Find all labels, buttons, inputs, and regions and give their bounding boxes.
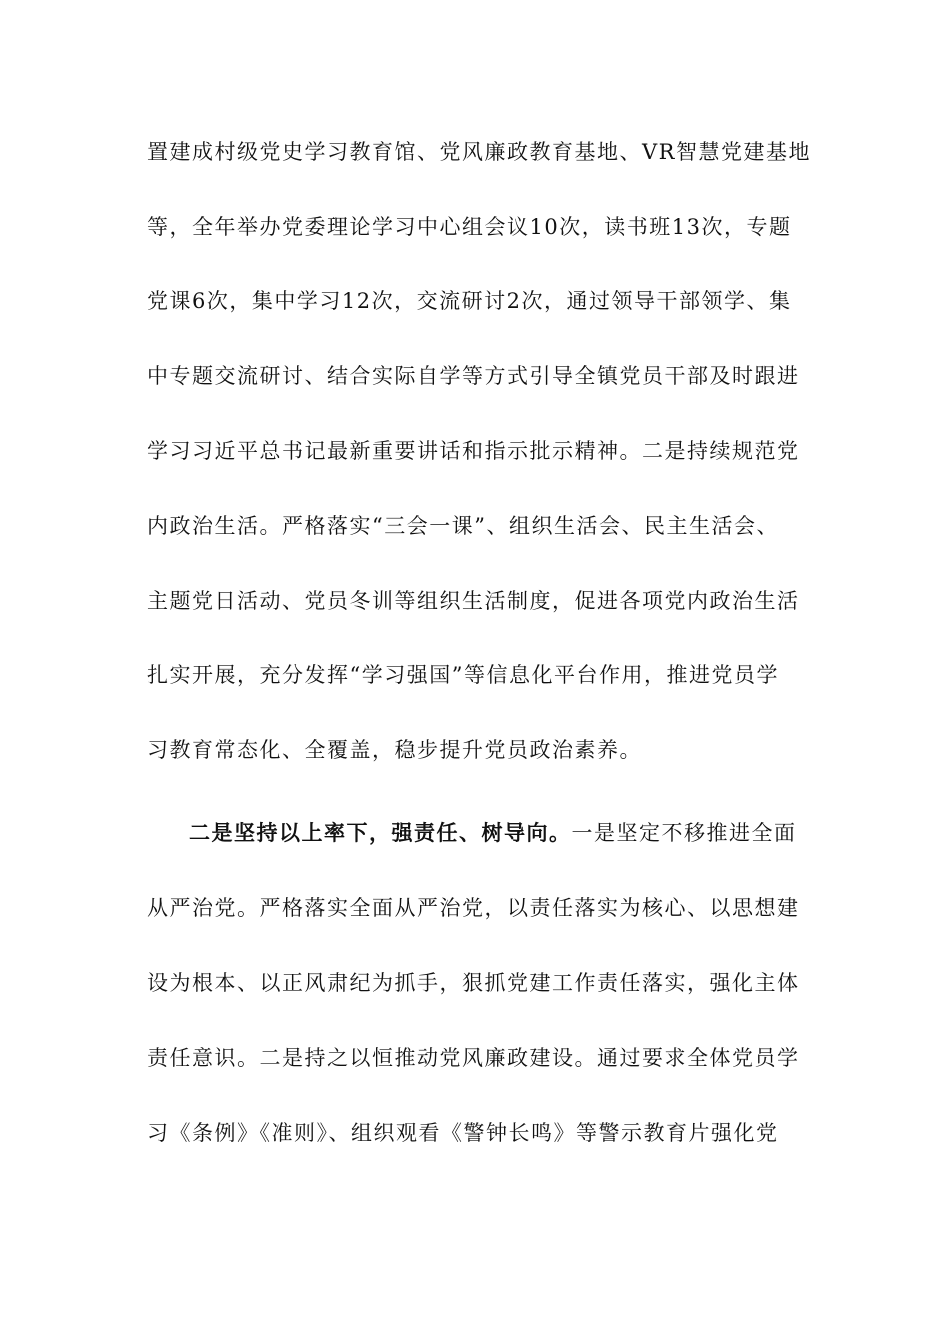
text-line: 中专题交流研讨、结合实际自学等方式引导全镇党员干部及时跟进 <box>147 364 800 388</box>
text-line: 主题党日活动、党员冬训等组织生活制度，促进各项党内政治生活 <box>147 589 800 613</box>
text-line: 学习习近平总书记最新重要讲话和指示批示精神。二是持续规范党 <box>147 439 800 463</box>
text-line: 党课6次，集中学习12次，交流研讨2次，通过领导干部领学、集 <box>147 289 792 313</box>
text-line: 等，全年举办党委理论学习中心组会议10次，读书班13次，专题 <box>147 215 792 239</box>
text-line: 置建成村级党史学习教育馆、党风廉政教育基地、VR智慧党建基地 <box>147 140 811 164</box>
text-line: 责任意识。二是持之以恒推动党风廉政建设。通过要求全体党员学 <box>147 1046 800 1070</box>
text-line-first <box>189 813 849 853</box>
text-line: 习教育常态化、全覆盖，稳步提升党员政治素养。 <box>147 738 642 762</box>
text-line: 从严治党。严格落实全面从严治党，以责任落实为核心、以思想建 <box>147 896 800 920</box>
text-line: 习《条例》《准则》、组织观看《警钟长鸣》等警示教育片强化党 <box>147 1121 779 1145</box>
text-line: 设为根本、以正风肃纪为抓手，狠抓党建工作责任落实，强化主体 <box>147 971 800 995</box>
paragraph-first-line-rest: 一是坚定不移推进全面 <box>571 821 797 845</box>
text-line: 扎实开展，充分发挥“学习强国”等信息化平台作用，推进党员学 <box>147 663 779 687</box>
text-line: 内政治生活。严格落实“三会一课”、组织生活会、民主生活会、 <box>147 514 779 538</box>
paragraph-heading: 二是坚持以上率下，强责任、树导向。 <box>189 821 572 845</box>
